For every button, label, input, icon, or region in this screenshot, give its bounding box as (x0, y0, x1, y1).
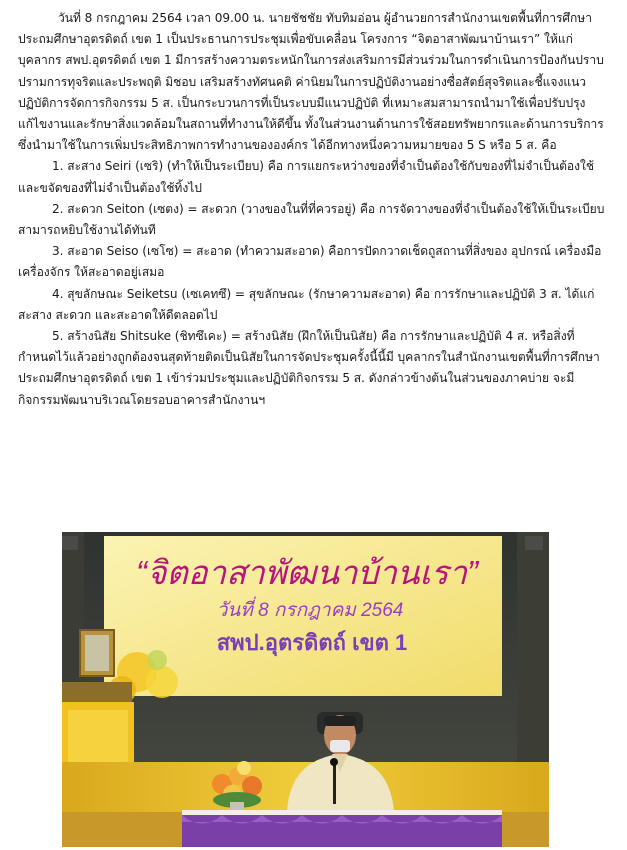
intro-paragraph: วันที่ 8 กรกฎาคม 2564 เวลา 09.00 น. นายชัชชัย ทับทิมอ่อน ผู้อำนวยการสำนักงานเขตพื้นที่การศึกษาประถมศึกษาอุตรดิตถ์ เขต 1 เป็นประธานการประชุมเพื่อขับเคลื่อน โครงการ “จิตอาสาพัฒนาบ้านเรา” ให้แก่บุคลากร สพป.อุตรดิตถ์ เขต 1 มีการสร้างความตระหนักในการส่งเสริมการมีส่วนร่วมในการดำเนินการป้องกันปราบปรามการทุจริตและประพฤติ มิชอบ เสริมสร้างทัศนคติ ค่านิยมในการปฏิบัติงานอย่างซื่อสัตย์สุจริตและชี้แจงแนวปฏิบัติการจัดการกิจกรรม 5 ส. เป็นกระบวนการที่เป็นระบบมีแนวปฏิบัติ ที่เหมาะสมสามารถนำมาใช้เพื่อปรับปรุงแก้ไขงานและรักษาสิ่งแวดล้อมในสถานที่ทำงานให้ดีขึ้น ทั้งในส่วนงานด้านการใช้สอยทรัพยากรและด้านการบริการ ซึ่งนำมาใช้ในการเพิ่มประสิทธิภาพการทำงานขององค์กร ได้อีกทางหนึ่งความหมายของ 5 S หรือ 5 ส. คือ (18, 11, 604, 153)
slide-org: สพป.อุตรดิตถ์ เขต 1 (216, 630, 408, 655)
microphone (333, 764, 336, 804)
list-item-shitsuke: 5. สร้างนิสัย Shitsuke (ชิทซึเคะ) = สร้างนิสัย (ฝึกให้เป็นนิสัย) คือ การรักษาและปฏิบัติ 4 ส. หรือสิ่งที่ กำหนดไว้แล้วอย่างถูกต้องจนสุดท้ายติดเป็นนิสัยในการจัดประชุมครั้งนี้นี้มี บุคลากรในสำนักงานเขตพื้นที่การศึกษาประถมศึกษาอุตรดิตถ์ เขต 1 เข้าร่วมประชุมและปฏิบัติกิจกรรม 5 ส. ดังกล่าวข้างต้นในส่วนของภาคบ่าย จะมีกิจกรรมพัฒนาบริเวณโดยรอบอาคารสำนักงานฯ (18, 329, 600, 407)
meeting-photo (62, 532, 549, 847)
slide-date: วันที่ 8 กรกฎาคม 2564 (216, 600, 404, 621)
left-shrine (62, 682, 132, 702)
article-body (18, 8, 613, 411)
list-item-seiton: 2. สะดวก Seiton (เซตง) = สะดวก (วางของในที่ที่ควรอยู่) คือ การจัดวางของที่จำเป็นต้องใช้ให้เป็นระเบียบสามารถหยิบใช้งานได้ทันที (18, 201, 605, 238)
slide-title: “จิตอาสาพัฒนาบ้านเรา” (136, 554, 478, 591)
list-item-seiketsu: 4. สุขลักษณะ Seiketsu (เซเคทซึ) = สุขลักษณะ (รักษาความสะอาด) คือ การรักษาและปฏิบัติ 3 ส. ได้แก่ สะสาง สะดวก และสะอาดให้ดีตลอดไป (18, 286, 595, 322)
list-item-seiri: 1. สะสาง Seiri (เซริ) (ทำให้เป็นระเบียบ) คือ การแยกระหว่างของที่จำเป็นต้องใช้กับของที่ไม่จำเป็นต้องใช้ และขจัดของที่ไม่จำเป็นต้องใช้ทิ้งไป (18, 159, 594, 195)
list-item-seiso: 3. สะอาด Seiso (เซโซ) = สะอาด (ทำความสะอาด) คือการปัดกวาดเช็ดถูสถานที่สิ่งของ อุปกรณ์ เครื่องมือเครื่องจักร ให้สะอาดอยู่เสมอ (18, 244, 602, 280)
